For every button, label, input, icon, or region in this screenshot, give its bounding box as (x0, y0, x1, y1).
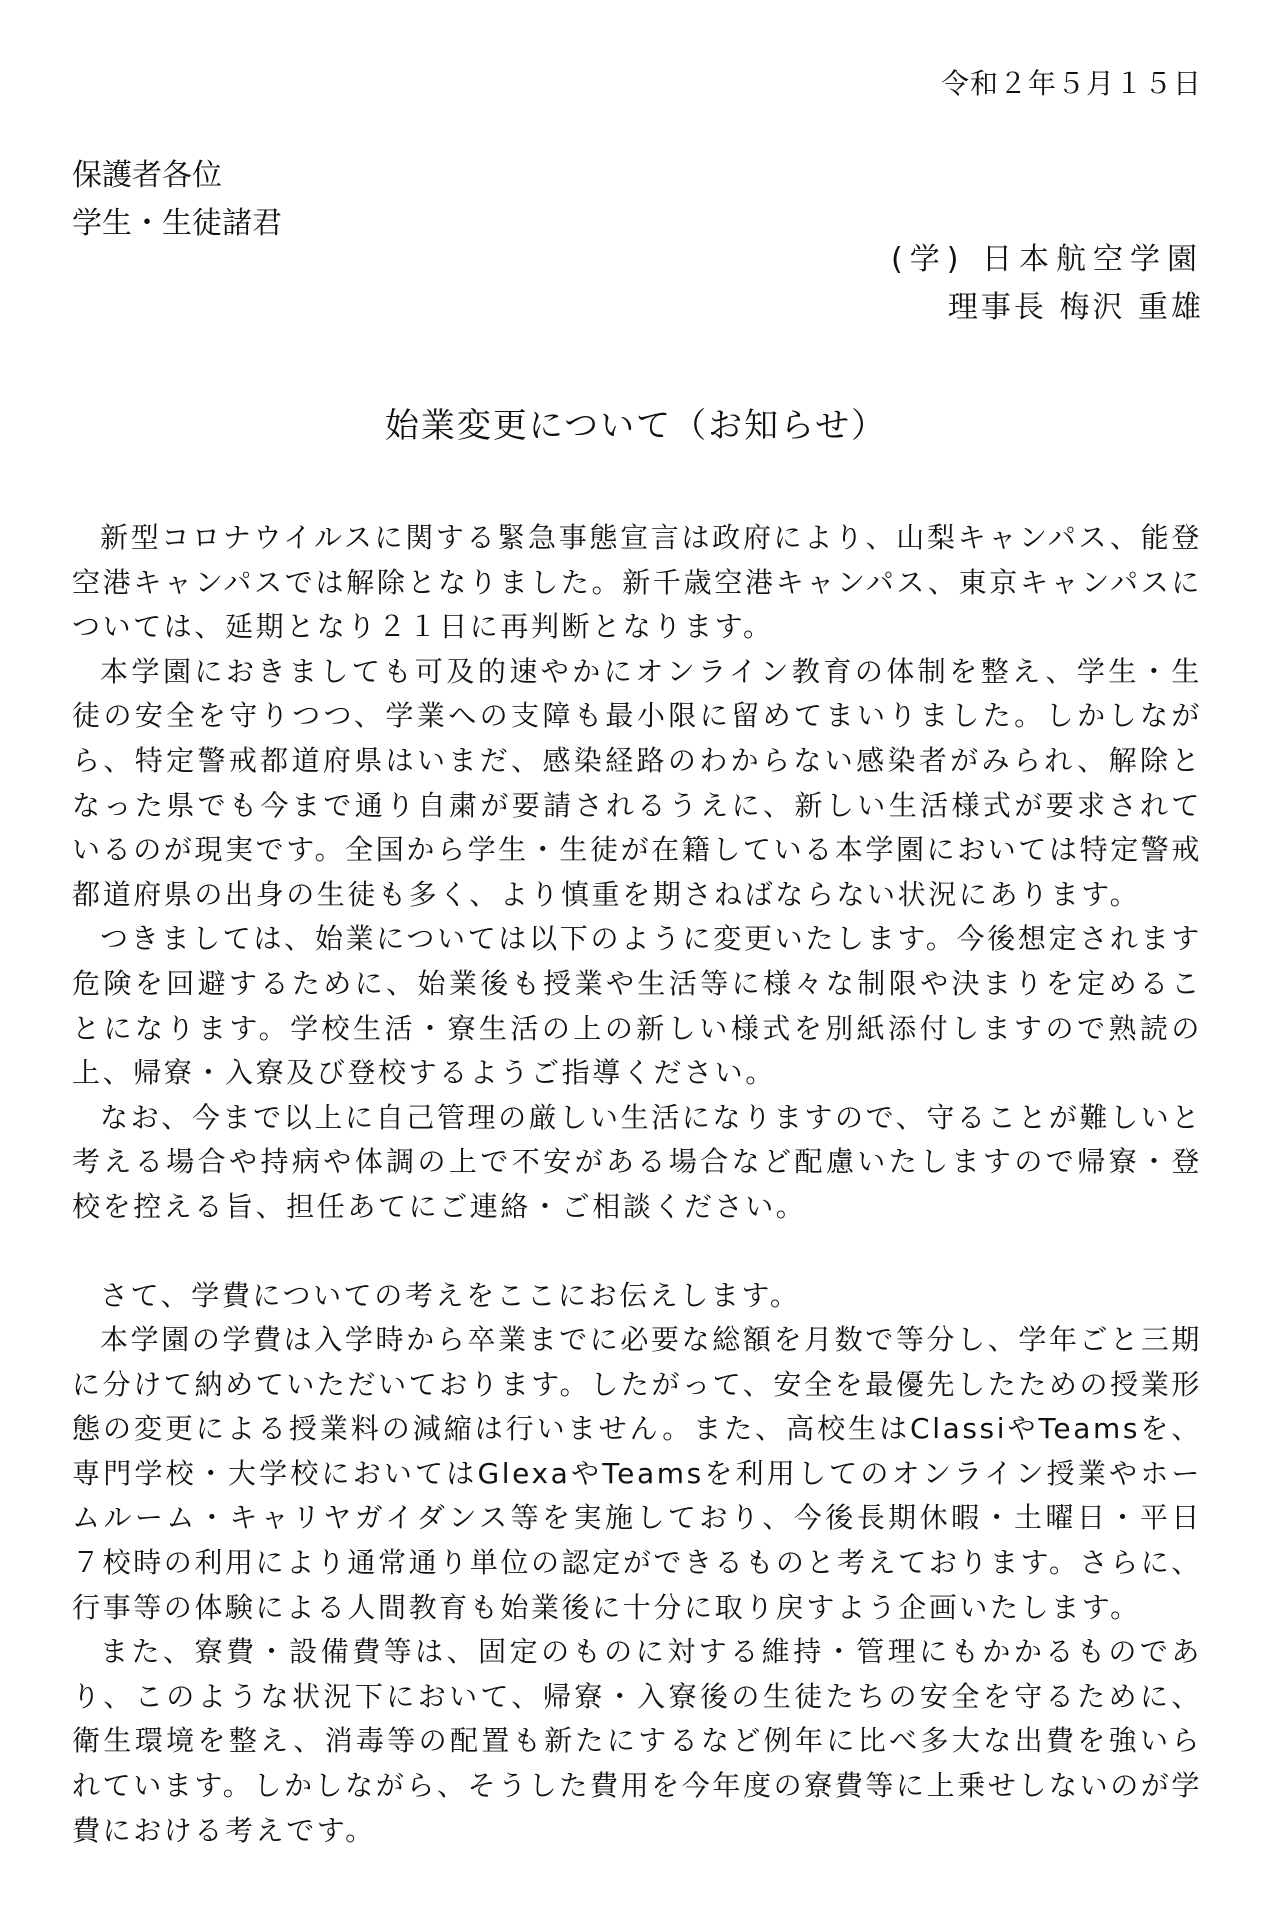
sender-block (891, 236, 1204, 332)
document-title: 始業変更について（お知らせ） (384, 406, 888, 446)
recipient-guardians: 保護者各位 (72, 158, 222, 193)
document-body (72, 516, 1202, 1853)
document-date: 令和２年５月１５日 (940, 67, 1202, 100)
body-paragraph-emergency: 新型コロナウイルスに関する緊急事態宣言は政府により、山梨キャンパス、能登空港キャンパスでは解除となりました。新千歳空港キャンパス、東京キャンパスについては、延期となり２１日に再判断となります。 (72, 521, 1202, 644)
body-paragraph-self-management: なお、今まで以上に自己管理の厳しい生活になりますので、守ることが難しいと考える場合や持病や体調の上で不安がある場合など配慮いたしますので帰寮・登校を控える旨、担任あてにご連絡・ご相談ください。 (72, 1100, 1202, 1223)
recipients-block (72, 152, 282, 248)
body-paragraph-dormitory-fees: また、寮費・設備費等は、固定のものに対する維持・管理にもかかるものであり、このような状況下において、帰寮・入寮後の生徒たちの安全を守るために、衛生環境を整え、消毒等の配置も新たにするなど例年に比べ多大な出費を強いられています。しかしながら、そうした費用を今年度の寮費等に上乗せしないのが学費における考えです。 (72, 1635, 1202, 1847)
recipient-students: 学生・生徒諸君 (72, 206, 282, 241)
sender-organization: (学) 日本航空学園 (891, 242, 1204, 277)
sender-representative: 理事長 梅沢 重雄 (947, 290, 1204, 325)
body-paragraph-tuition-intro: さて、学費についての考えをここにお伝えします。 (100, 1278, 801, 1312)
body-paragraph-schedule-change: つきましては、始業については以下のように変更いたします。今後想定されます危険を回避するために、始業後も授業や生活等に様々な制限や決まりを定めることになります。学校生活・寮生活の上の新しい様式を別紙添付しますので熟読の上、帰寮・入寮及び登校するようご指導ください。 (72, 922, 1202, 1090)
paragraph-spacer (72, 1230, 1202, 1274)
body-paragraph-tuition-policy: 本学園の学費は入学時から卒業までに必要な総額を月数で等分し、学年ごと三期に分けて納めていただいております。したがって、安全を最優先したための授業形態の変更による授業料の減縮は行いません。また、高校生はClassiやTeamsを、専門学校・大学校においてはGlexaやTeamsを利用してのオンライン授業やホームルーム・キャリヤガイダンス等を実施しており、今後長期休暇・土曜日・平日７校時の利用により通常通り単位の認定ができるものと考えております。さらに、行事等の体験による人間教育も始業後に十分に取り戻すよう企画いたします。 (72, 1323, 1202, 1624)
body-paragraph-online-education: 本学園におきましても可及的速やかにオンライン教育の体制を整え、学生・生徒の安全を守りつつ、学業への支障も最小限に留めてまいりました。しかしながら、特定警戒都道府県はいまだ、感染経路のわからない感染者がみられ、解除となった県でも今まで通り自粛が要請されるうえに、新しい生活様式が要求されているのが現実です。全国から学生・生徒が在籍している本学園においては特定警戒都道府県の出身の生徒も多く、より慎重を期さねばならない状況にあります。 (72, 654, 1202, 911)
